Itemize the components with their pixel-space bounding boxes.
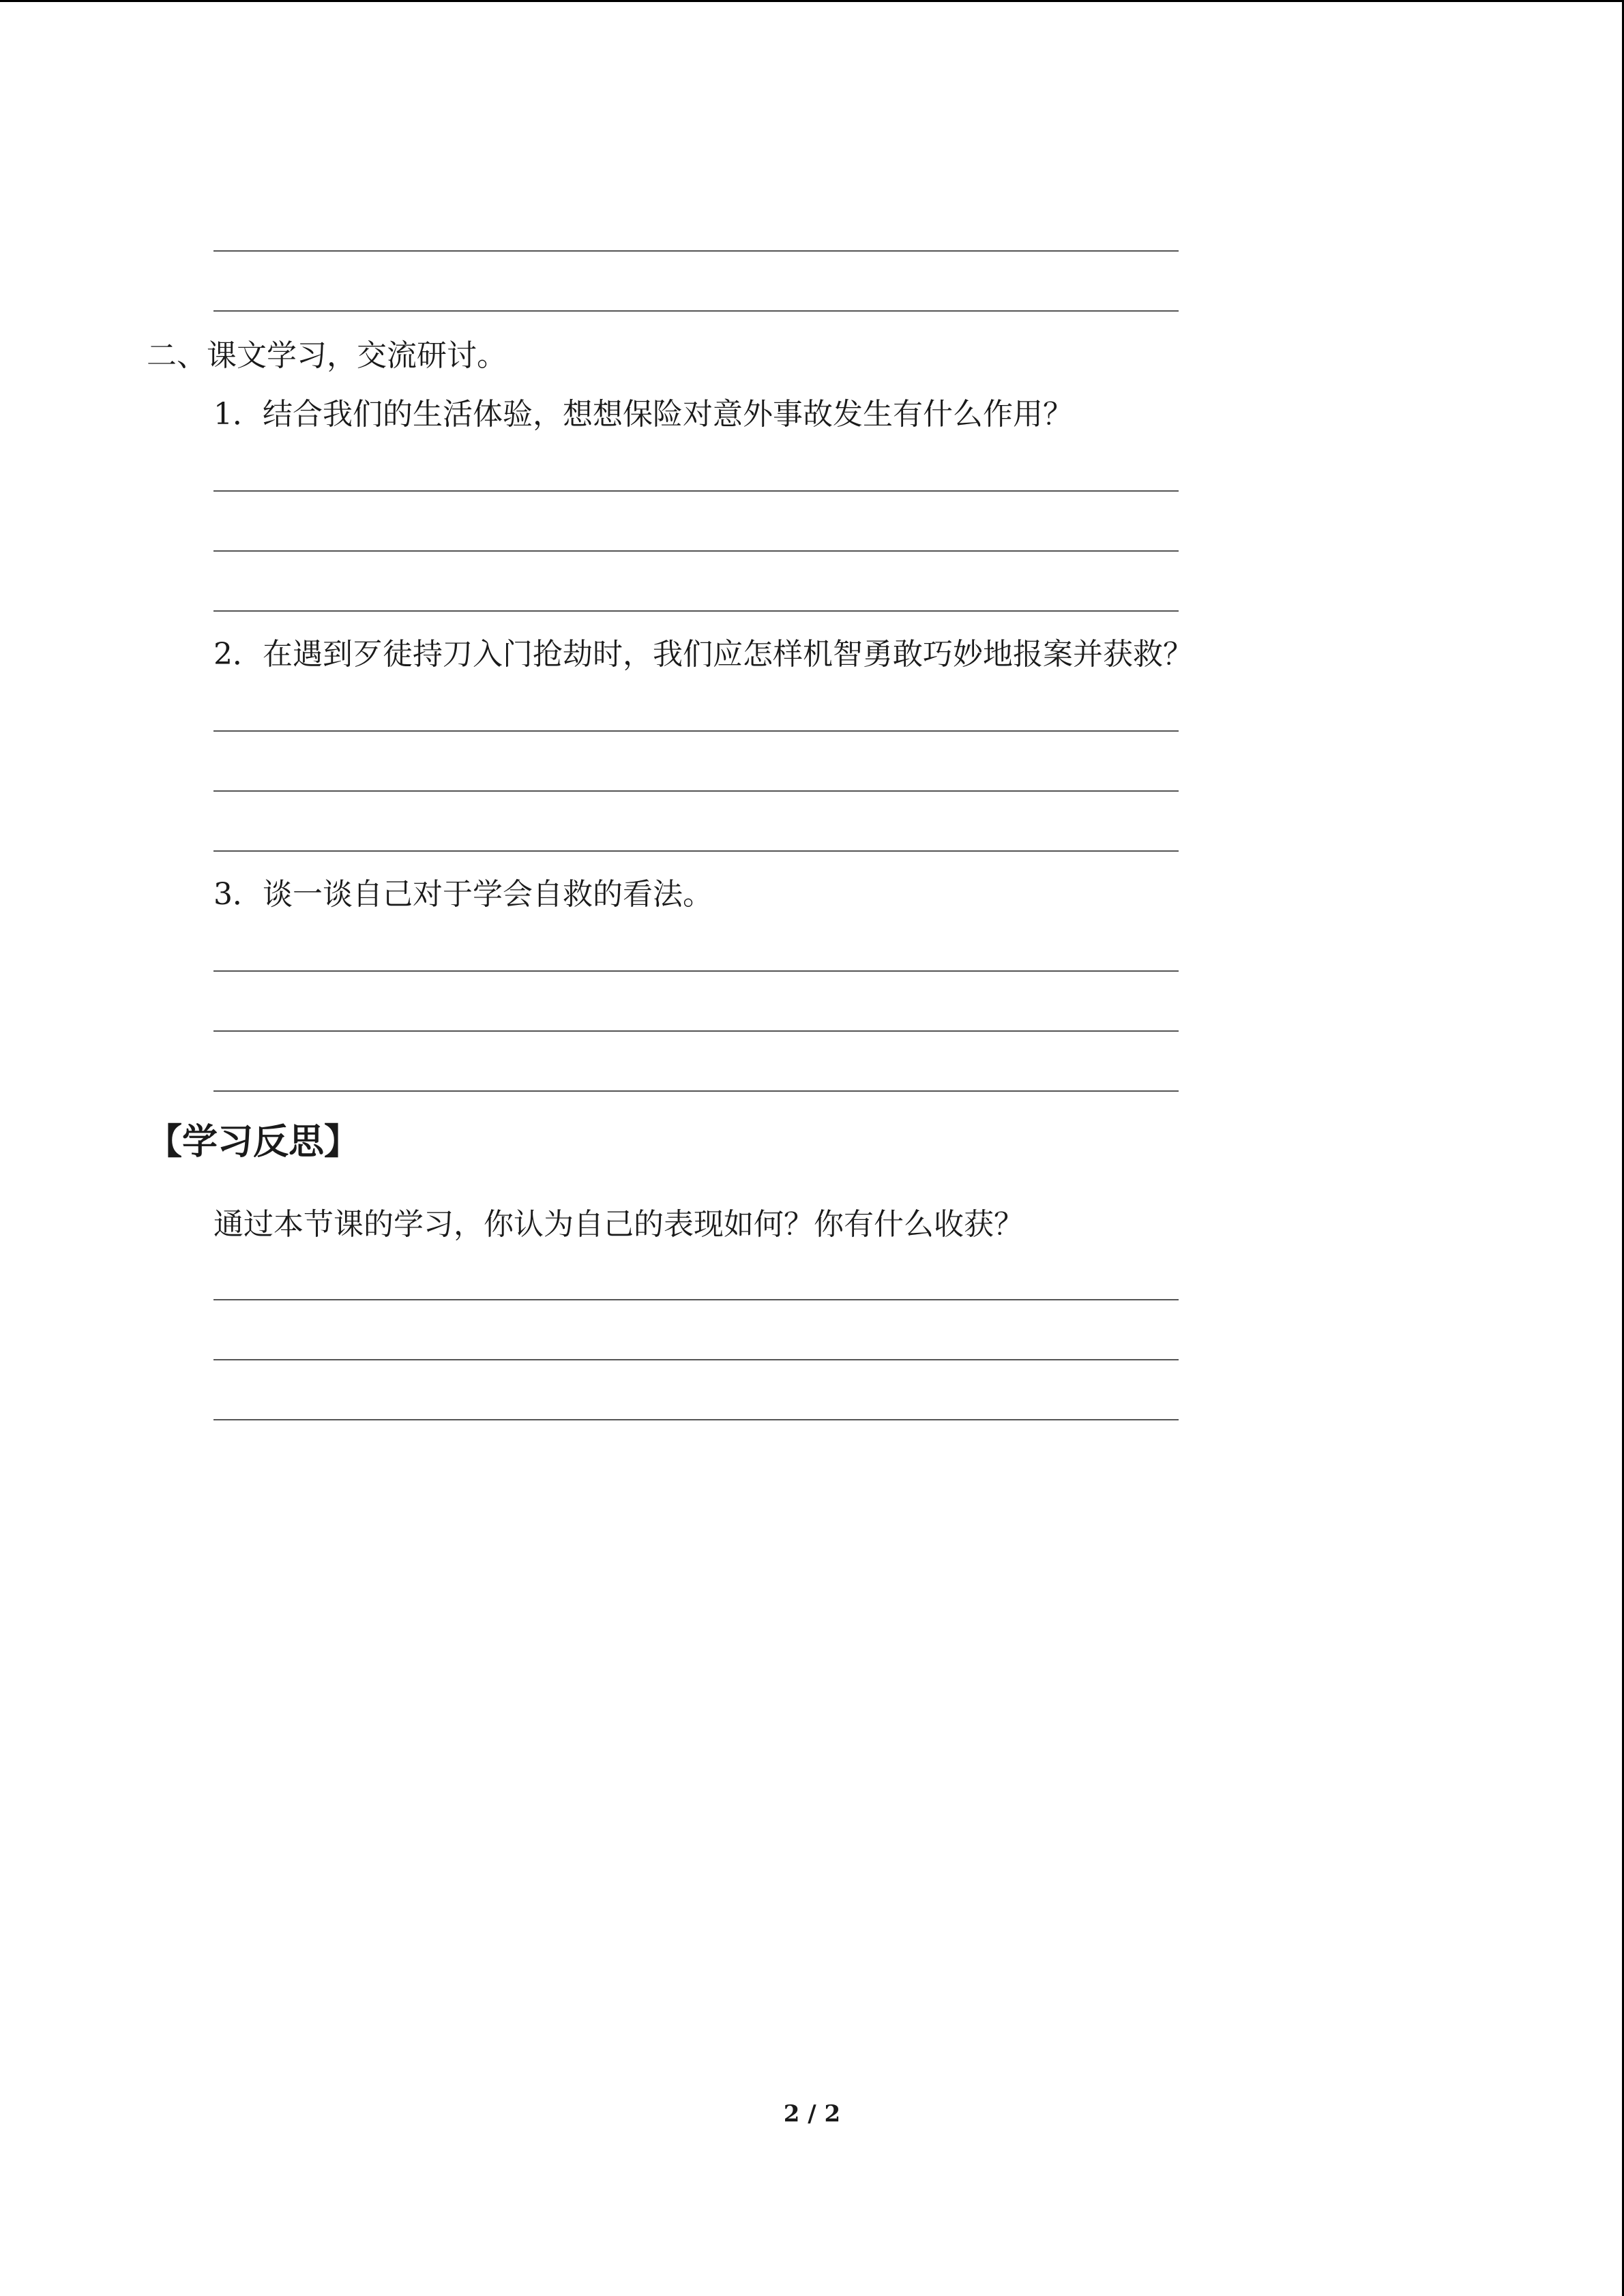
answer-line[interactable] [213,1299,1179,1300]
answer-line[interactable] [213,610,1179,612]
answer-line[interactable] [213,970,1179,972]
answer-line[interactable] [213,550,1179,552]
question-1: 1．结合我们的生活体验，想想保险对意外事故发生有什么作用？ [213,397,1073,432]
answer-line[interactable] [213,1030,1179,1032]
answer-line[interactable] [213,250,1179,252]
answer-line[interactable] [213,1090,1179,1092]
answer-line[interactable] [213,310,1179,312]
question-2: 2．在遇到歹徒持刀入门抢劫时，我们应怎样机智勇敢巧妙地报案并获救？ [213,637,1193,672]
answer-line[interactable] [213,730,1179,732]
reflection-prompt: 通过本节课的学习，你认为自己的表现如何？你有什么收获？ [213,1207,1024,1242]
answer-line[interactable] [213,790,1179,792]
answer-line[interactable] [213,850,1179,852]
page-number: 2 / 2 [783,2100,841,2128]
section-title: 二、课文学习，交流研讨。 [147,338,507,373]
answer-line[interactable] [213,1419,1179,1420]
answer-line[interactable] [213,490,1179,492]
answer-line[interactable] [213,1359,1179,1360]
reflection-heading: 【学习反思】 [147,1122,360,1163]
page-top-border [0,0,1624,2]
question-3: 3．谈一谈自己对于学会自救的看法。 [213,877,713,912]
